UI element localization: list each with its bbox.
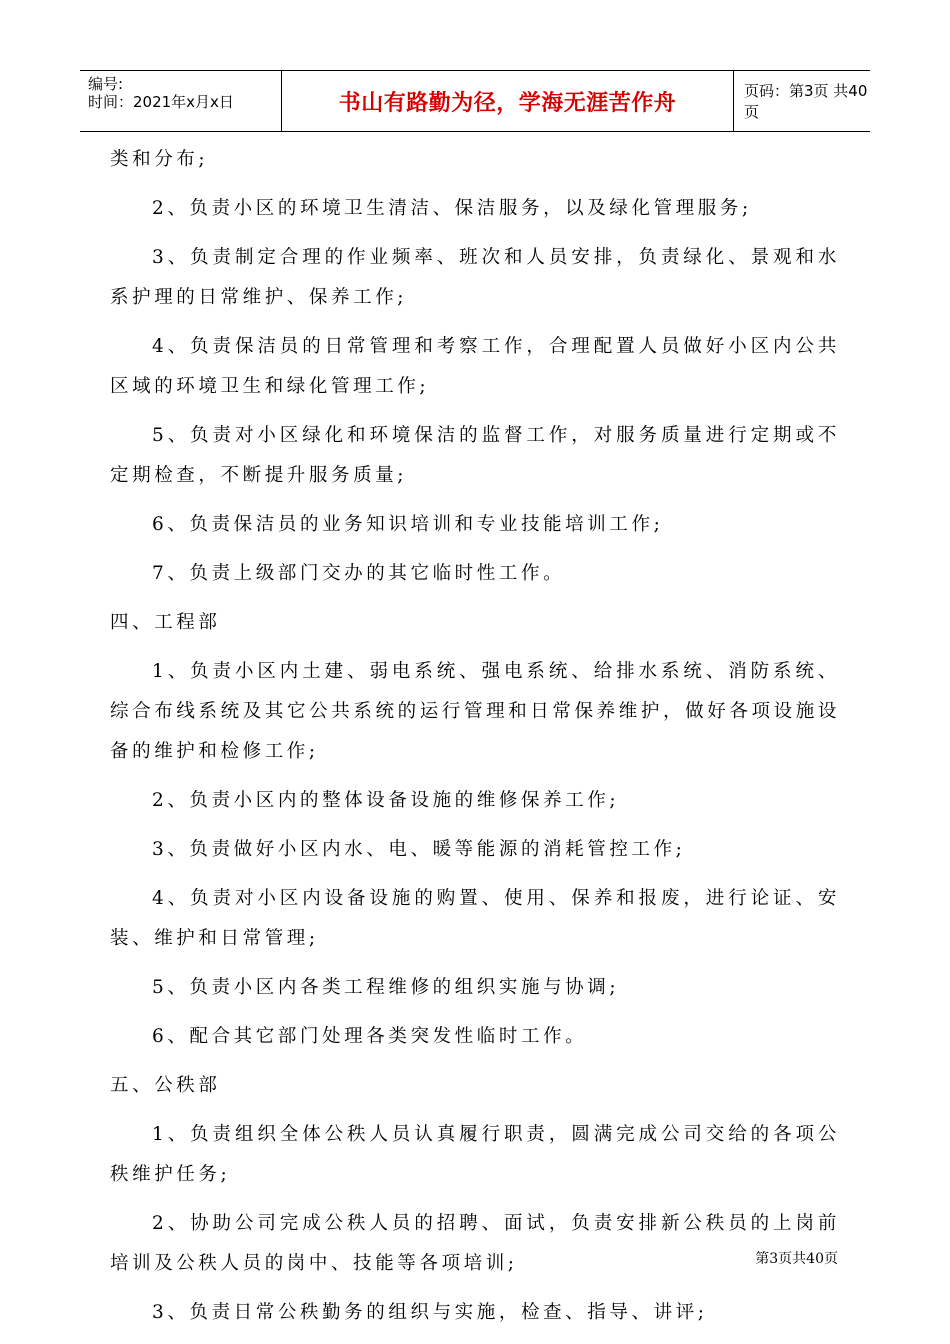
paragraph: 6、负责保洁员的业务知识培训和专业技能培训工作; [152, 514, 664, 535]
document-date-label: 时间：2021年x月x日 [88, 93, 234, 111]
header-motto-cell [281, 71, 734, 131]
header-page-label: 页码：第3页 共40页 [744, 82, 868, 121]
paragraph: 2、协助公司完成公秩人员的招聘、面试，负责安排新公秩员的上岗前培训及公秩人员的岗中、技能等各项培训; [110, 1213, 840, 1274]
paragraph: 1、负责小区内土建、弱电系统、强电系统、给排水系统、消防系统、综合布线系统及其它公共系统的运行管理和日常保养维护，做好各项设施设备的维护和检修工作; [110, 661, 840, 762]
section-heading-security: 五、公秩部 [110, 1075, 221, 1096]
section-heading-engineering: 四、工程部 [110, 612, 221, 633]
document-body [110, 140, 840, 1342]
paragraph: 2、负责小区的环境卫生清洁、保洁服务，以及绿化管理服务; [152, 198, 752, 219]
paragraph: 3、负责做好小区内水、电、暖等能源的消耗管控工作; [152, 839, 686, 860]
paragraph: 4、负责对小区内设备设施的购置、使用、保养和报废，进行论证、安装、维护和日常管理; [110, 888, 840, 949]
header-page-cell [734, 71, 870, 131]
header-motto: 书山有路勤为径，学海无涯苦作舟 [338, 90, 677, 116]
header-left-cell [80, 71, 281, 131]
footer-page-number: 第3页共40页 [755, 1251, 838, 1267]
paragraph: 5、负责小区内各类工程维修的组织实施与协调; [152, 977, 620, 998]
paragraph: 3、负责日常公秩勤务的组织与实施，检查、指导、讲评; [152, 1302, 708, 1323]
paragraph: 5、负责对小区绿化和环境保洁的监督工作，对服务质量进行定期或不定期检查，不断提升服务质量; [110, 425, 840, 486]
paragraph: 3、负责制定合理的作业频率、班次和人员安排，负责绿化、景观和水系护理的日常维护、保养工作; [110, 247, 840, 308]
page-footer [755, 1248, 838, 1268]
paragraph: 4、负责保洁员的日常管理和考察工作，合理配置人员做好小区内公共区域的环境卫生和绿化管理工作; [110, 336, 840, 397]
page-header [80, 70, 870, 132]
paragraph: 7、负责上级部门交办的其它临时性工作。 [152, 563, 566, 584]
paragraph: 类和分布; [110, 149, 209, 170]
paragraph: 2、负责小区内的整体设备设施的维修保养工作; [152, 790, 620, 811]
paragraph: 6、配合其它部门处理各类突发性临时工作。 [152, 1026, 588, 1047]
paragraph: 1、负责组织全体公秩人员认真履行职责，圆满完成公司交给的各项公秩维护任务; [110, 1124, 840, 1185]
document-number-label: 编号: [88, 75, 124, 93]
